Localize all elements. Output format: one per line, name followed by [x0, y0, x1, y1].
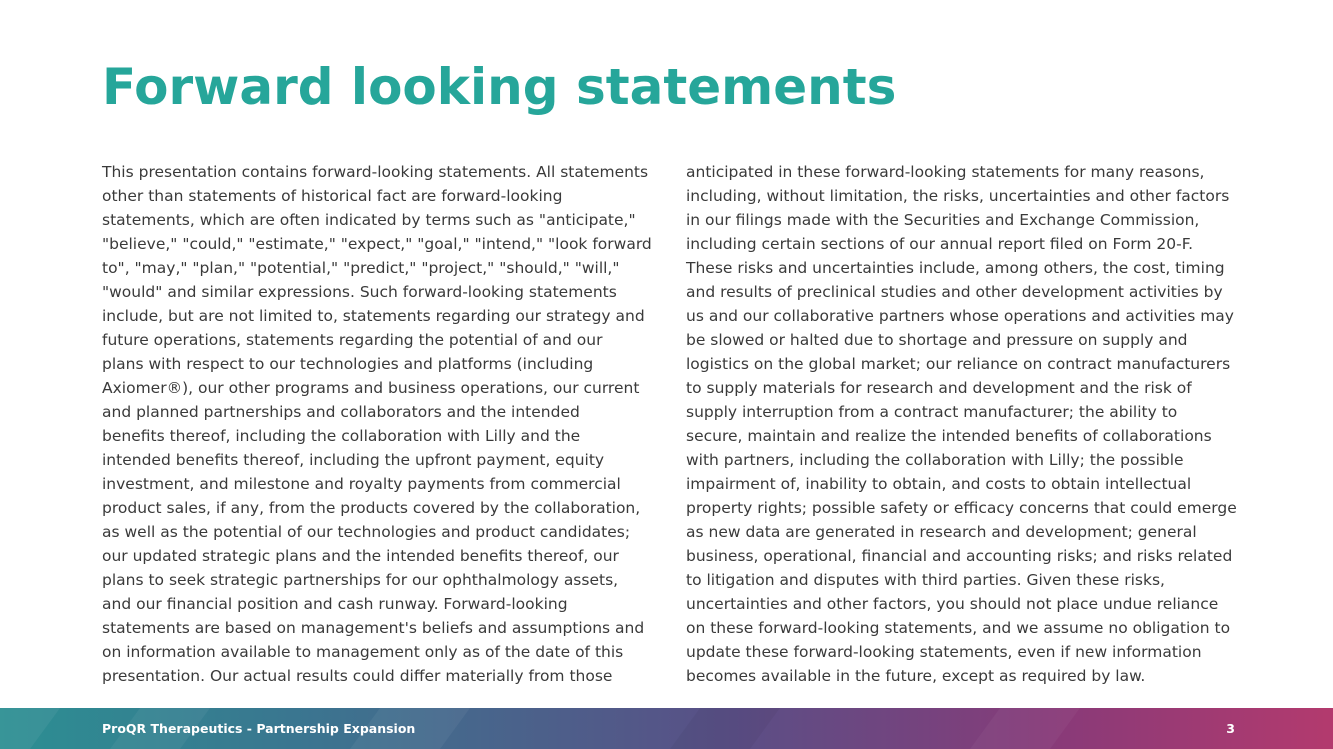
text-line: to litigation and disputes with third parties. Given these risks,: [686, 571, 1165, 589]
text-line: product sales, if any, from the products covered by the collaboration,: [102, 499, 641, 517]
slide-title: Forward looking statements: [102, 58, 897, 116]
text-line: future operations, statements regarding the potential of and our: [102, 331, 603, 349]
text-line: secure, maintain and realize the intended benefits of collaborations: [686, 427, 1212, 445]
right-text-column: [686, 160, 1246, 688]
text-line: and results of preclinical studies and other development activities by: [686, 283, 1223, 301]
text-line: update these forward-looking statements, even if new information: [686, 643, 1202, 661]
text-line: including, without limitation, the risks, uncertainties and other factors: [686, 187, 1230, 205]
page-number: 3: [1226, 721, 1235, 736]
text-line: on information available to management only as of the date of this: [102, 643, 624, 661]
text-line: as new data are generated in research and development; general: [686, 523, 1197, 541]
text-line: on these forward-looking statements, and we assume no obligation to: [686, 619, 1231, 637]
text-line: intended benefits thereof, including the upfront payment, equity: [102, 451, 605, 469]
text-line: becomes available in the future, except as required by law.: [686, 667, 1146, 685]
text-line: impairment of, inability to obtain, and costs to obtain intellectual: [686, 475, 1192, 493]
text-line: supply interruption from a contract manufacturer; the ability to: [686, 403, 1178, 421]
text-line: investment, and milestone and royalty payments from commercial: [102, 475, 621, 493]
text-line: statements are based on management's beliefs and assumptions and: [102, 619, 645, 637]
text-line: including certain sections of our annual report filed on Form 20-F.: [686, 235, 1194, 253]
text-line: to", "may," "plan," "potential," "predict," "project," "should," "will,": [102, 259, 620, 277]
text-line: business, operational, financial and accounting risks; and risks related: [686, 547, 1233, 565]
text-line: logistics on the global market; our reliance on contract manufacturers: [686, 355, 1231, 373]
text-line: property rights; possible safety or efficacy concerns that could emerge: [686, 499, 1237, 517]
text-line: These risks and uncertainties include, among others, the cost, timing: [686, 259, 1225, 277]
text-line: us and our collaborative partners whose operations and activities may: [686, 307, 1234, 325]
text-line: presentation. Our actual results could differ materially from those: [102, 667, 613, 685]
text-line: plans with respect to our technologies and platforms (including: [102, 355, 594, 373]
footer-bar: [0, 708, 1333, 749]
text-line: other than statements of historical fact are forward-looking: [102, 187, 563, 205]
text-line: This presentation contains forward-looking statements. All statements: [102, 163, 649, 181]
text-line: be slowed or halted due to shortage and pressure on supply and: [686, 331, 1188, 349]
text-line: benefits thereof, including the collaboration with Lilly and the: [102, 427, 581, 445]
text-line: and our financial position and cash runway. Forward-looking: [102, 595, 568, 613]
text-line: uncertainties and other factors, you should not place undue reliance: [686, 595, 1219, 613]
text-line: "would" and similar expressions. Such forward-looking statements: [102, 283, 617, 301]
text-line: to supply materials for research and development and the risk of: [686, 379, 1192, 397]
text-line: our updated strategic plans and the intended benefits thereof, our: [102, 547, 619, 565]
text-line: Axiomer®), our other programs and business operations, our current: [102, 379, 640, 397]
text-line: "believe," "could," "estimate," "expect," "goal," "intend," "look forward: [102, 235, 652, 253]
text-line: plans to seek strategic partnerships for our ophthalmology assets,: [102, 571, 619, 589]
text-line: in our filings made with the Securities and Exchange Commission,: [686, 211, 1200, 229]
text-line: include, but are not limited to, statements regarding our strategy and: [102, 307, 645, 325]
text-line: anticipated in these forward-looking statements for many reasons,: [686, 163, 1205, 181]
text-line: with partners, including the collaboration with Lilly; the possible: [686, 451, 1184, 469]
text-line: statements, which are often indicated by terms such as "anticipate,": [102, 211, 636, 229]
text-line: as well as the potential of our technologies and product candidates;: [102, 523, 631, 541]
footer-label: ProQR Therapeutics - Partnership Expansion: [102, 721, 416, 736]
left-text-column: [102, 160, 657, 688]
text-line: and planned partnerships and collaborators and the intended: [102, 403, 580, 421]
